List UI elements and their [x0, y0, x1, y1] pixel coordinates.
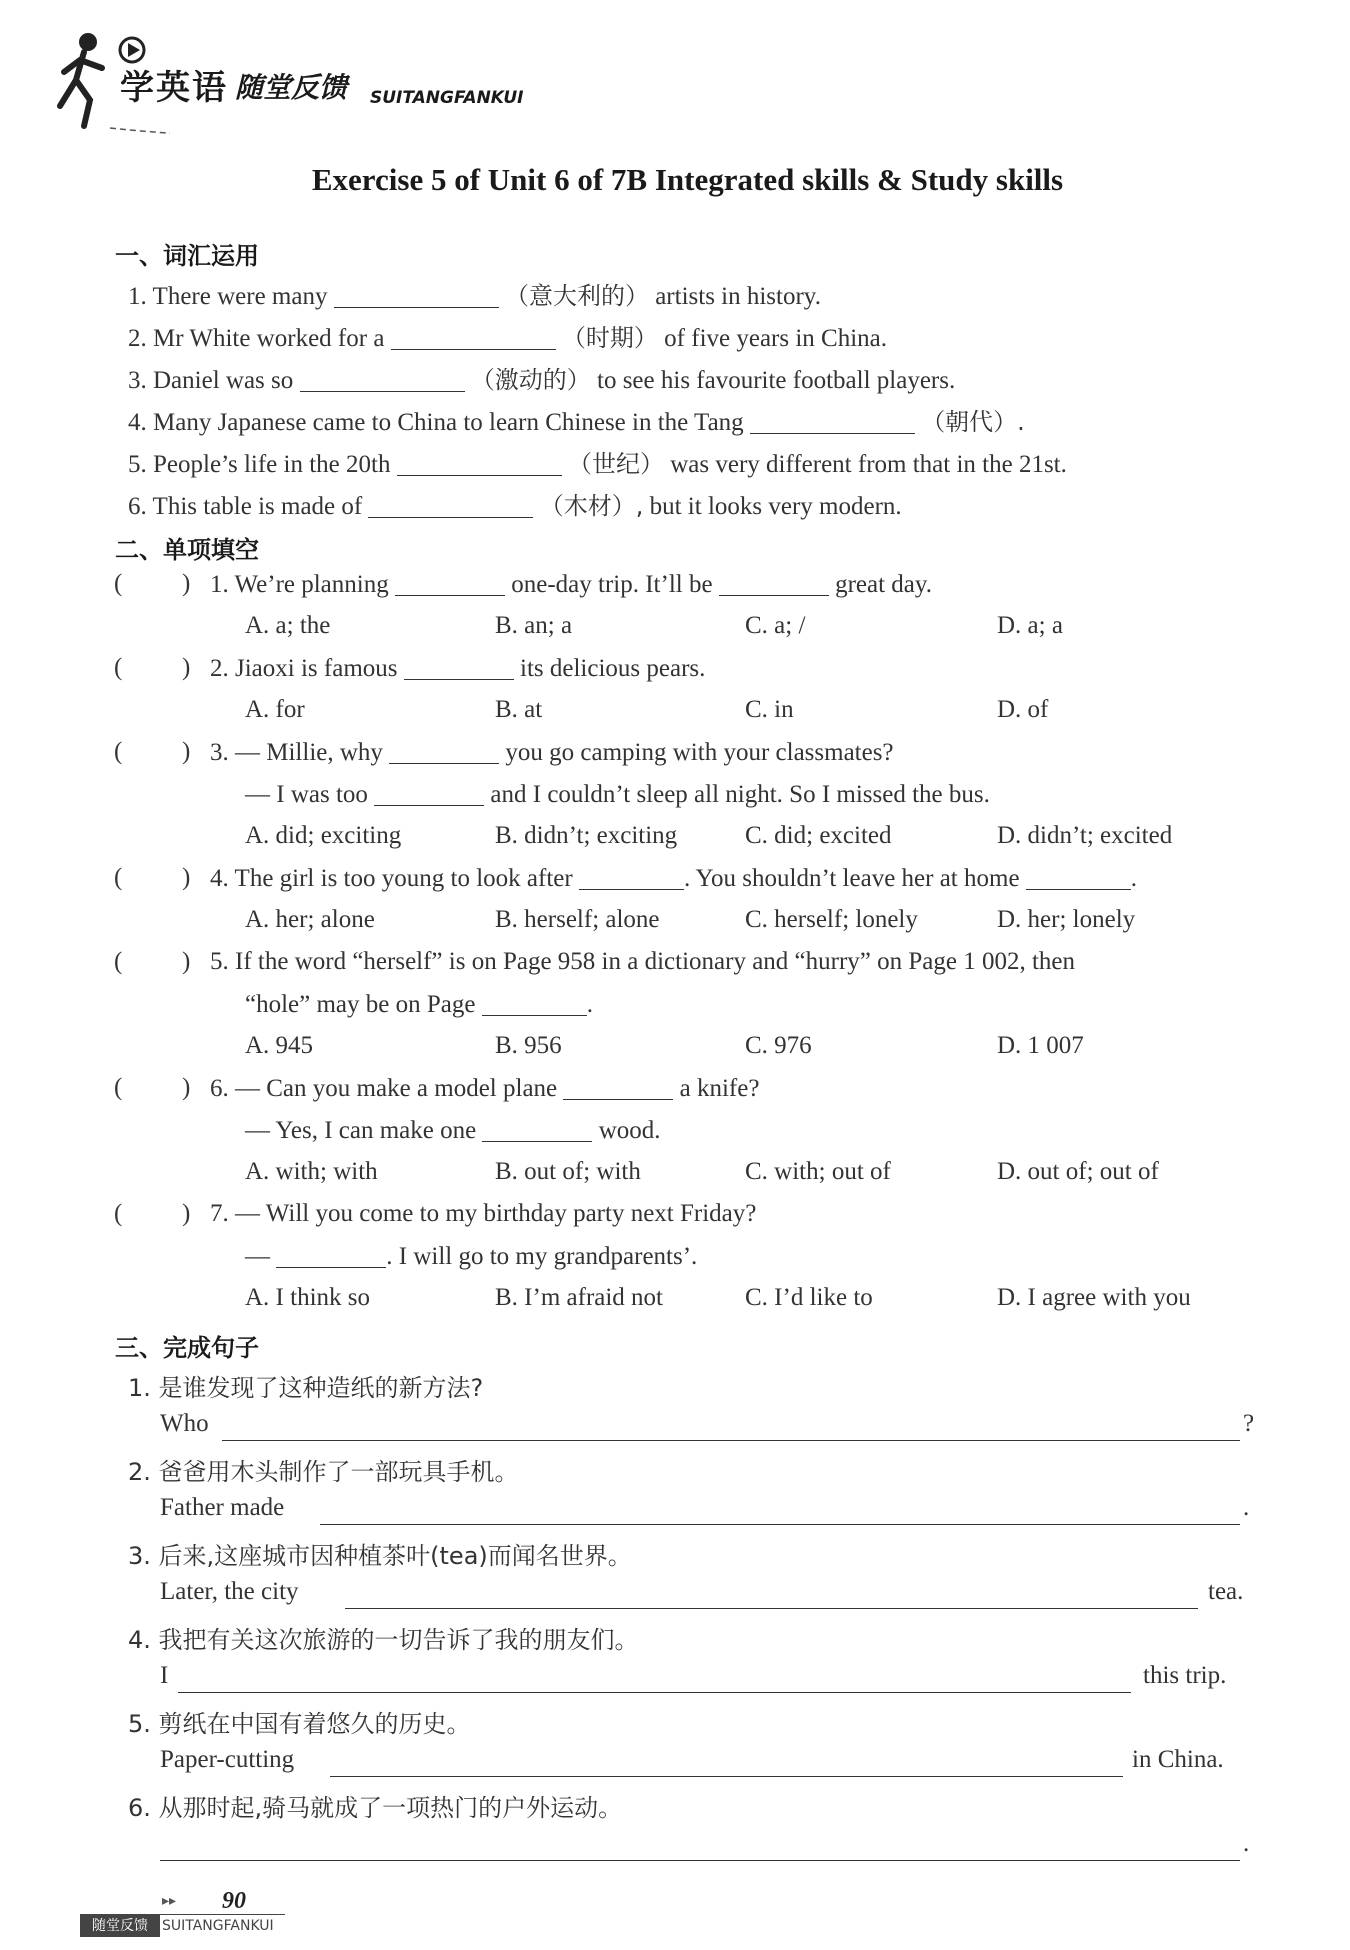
answer-blank[interactable]	[579, 864, 684, 890]
translation-lead-4: I	[160, 1662, 169, 1689]
option-c[interactable]: C. with; out of	[745, 1158, 891, 1185]
option-a[interactable]: A. 945	[245, 1032, 314, 1059]
logo-latin: SUITANGFANKUI	[370, 88, 524, 108]
option-b[interactable]: B. 956	[495, 1032, 562, 1059]
translation-prompt-1: 1. 是谁发现了这种造纸的新方法?	[128, 1374, 484, 1402]
answer-blank[interactable]	[563, 1074, 673, 1100]
answer-line[interactable]	[320, 1524, 1240, 1525]
mc-question-6-reply: — Yes, I can make one wood.	[245, 1117, 661, 1144]
answer-blank[interactable]	[276, 1242, 386, 1268]
translation-lead-5: Paper-cutting	[160, 1746, 295, 1773]
translation-prompt-3: 3. 后来,这座城市因种植茶叶(tea)而闻名世界。	[128, 1542, 632, 1570]
answer-paren-left[interactable]: (	[114, 570, 123, 597]
answer-paren-left[interactable]: (	[114, 948, 123, 975]
answer-blank[interactable]	[397, 450, 562, 476]
answer-paren-left[interactable]: (	[114, 1200, 123, 1227]
option-a[interactable]: A. for	[245, 696, 305, 723]
option-b[interactable]: B. didn’t; exciting	[495, 822, 678, 849]
mc-question-3-reply: — I was too and I couldn’t sleep all night. So I missed the bus.	[245, 781, 990, 808]
mc-question-5: 5. If the word “herself” is on Page 958 in a dictionary and “hurry” on Page 1 002, then	[210, 948, 1076, 975]
option-d[interactable]: D. out of; out of	[997, 1158, 1159, 1185]
option-b[interactable]: B. out of; with	[495, 1158, 641, 1185]
footer-latin: SUITANGFANKUI	[162, 1918, 274, 1934]
footer-badge: 随堂反馈	[80, 1915, 160, 1937]
answer-blank[interactable]	[374, 780, 484, 806]
option-d[interactable]: D. didn’t; excited	[997, 822, 1173, 849]
option-a[interactable]: A. with; with	[245, 1158, 378, 1185]
answer-paren-right: )	[182, 570, 191, 597]
answer-blank[interactable]	[389, 738, 499, 764]
logo-title: 学英语	[120, 68, 228, 108]
vocab-item-5: 5. People’s life in the 20th （世纪） was very different from that in the 21st.	[128, 450, 1067, 478]
mc-question-6: 6. — Can you make a model plane a knife?	[210, 1075, 760, 1102]
answer-blank[interactable]	[391, 324, 556, 350]
answer-blank[interactable]	[750, 408, 915, 434]
option-c[interactable]: C. herself; lonely	[745, 906, 918, 933]
section3-heading: 三、完成句子	[115, 1334, 259, 1362]
answer-blank[interactable]	[300, 366, 465, 392]
translation-tail-4: this trip.	[1143, 1662, 1227, 1689]
option-b[interactable]: B. herself; alone	[495, 906, 660, 933]
translation-prompt-6: 6. 从那时起,骑马就成了一项热门的户外运动。	[128, 1794, 623, 1822]
answer-paren-right: )	[182, 864, 191, 891]
option-b[interactable]: B. an; a	[495, 612, 573, 639]
answer-blank[interactable]	[368, 492, 533, 518]
option-a[interactable]: A. I think so	[245, 1284, 370, 1311]
translation-lead-3: Later, the city	[160, 1578, 299, 1605]
option-c[interactable]: C. in	[745, 696, 794, 723]
vocab-item-4: 4. Many Japanese came to China to learn Chinese in the Tang （朝代）.	[128, 408, 1025, 436]
answer-paren-right: )	[182, 654, 191, 681]
vocab-item-6: 6. This table is made of （木材）, but it looks very modern.	[128, 492, 902, 520]
answer-paren-right: )	[182, 738, 191, 765]
translation-tail-3: tea.	[1208, 1578, 1244, 1605]
vocab-item-2: 2. Mr White worked for a （时期） of five years in China.	[128, 324, 888, 352]
mc-question-4: 4. The girl is too young to look after . You shouldn’t leave her at home .	[210, 865, 1138, 892]
answer-blank[interactable]	[1026, 864, 1131, 890]
answer-line[interactable]	[345, 1608, 1198, 1609]
option-d[interactable]: D. 1 007	[997, 1032, 1084, 1059]
option-d[interactable]: D. her; lonely	[997, 906, 1136, 933]
vocab-item-3: 3. Daniel was so （激动的） to see his favourite football players.	[128, 366, 956, 394]
answer-paren-right: )	[182, 1200, 191, 1227]
answer-blank[interactable]	[395, 570, 505, 596]
logo-subtitle: 随堂反馈	[235, 71, 348, 104]
option-c[interactable]: C. did; excited	[745, 822, 892, 849]
option-b[interactable]: B. at	[495, 696, 543, 723]
option-d[interactable]: D. a; a	[997, 612, 1063, 639]
mc-question-7: 7. — Will you come to my birthday party next Friday?	[210, 1200, 757, 1227]
answer-line[interactable]	[160, 1860, 1240, 1861]
page-number: 90	[222, 1888, 246, 1914]
answer-paren-left[interactable]: (	[114, 654, 123, 681]
translation-prompt-5: 5. 剪纸在中国有着悠久的历史。	[128, 1710, 471, 1738]
answer-paren-left[interactable]: (	[114, 738, 123, 765]
answer-paren-left[interactable]: (	[114, 864, 123, 891]
option-b[interactable]: B. I’m afraid not	[495, 1284, 664, 1311]
option-d[interactable]: D. of	[997, 696, 1049, 723]
answer-paren-right: )	[182, 1074, 191, 1101]
translation-prompt-2: 2. 爸爸用木头制作了一部玩具手机。	[128, 1458, 519, 1486]
option-c[interactable]: C. a; /	[745, 612, 806, 639]
vocab-item-1: 1. There were many （意大利的） artists in history.	[128, 282, 821, 310]
answer-paren-right: )	[182, 948, 191, 975]
translation-lead-1: Who	[160, 1410, 209, 1437]
option-d[interactable]: D. I agree with you	[997, 1284, 1191, 1311]
option-c[interactable]: C. 976	[745, 1032, 812, 1059]
answer-line[interactable]	[222, 1440, 1240, 1441]
translation-tail-1: ?	[1243, 1410, 1255, 1437]
option-a[interactable]: A. did; exciting	[245, 822, 402, 849]
translation-tail-2: .	[1243, 1494, 1250, 1521]
mc-question-7-reply: — . I will go to my grandparents’.	[245, 1243, 698, 1270]
answer-line[interactable]	[330, 1776, 1123, 1777]
answer-blank[interactable]	[482, 990, 587, 1016]
mc-question-3: 3. — Millie, why you go camping with your classmates?	[210, 739, 894, 766]
option-c[interactable]: C. I’d like to	[745, 1284, 873, 1311]
mc-question-5-cont: “hole” may be on Page .	[245, 991, 593, 1018]
page-title: Exercise 5 of Unit 6 of 7B Integrated skills & Study skills	[311, 162, 1064, 197]
translation-lead-2: Father made	[160, 1494, 285, 1521]
mc-question-1: 1. We’re planning one-day trip. It’ll be great day.	[210, 571, 932, 598]
footer-arrows-icon: ▸▸	[162, 1893, 177, 1909]
answer-paren-left[interactable]: (	[114, 1074, 123, 1101]
translation-prompt-4: 4. 我把有关这次旅游的一切告诉了我的朋友们。	[128, 1626, 639, 1654]
option-a[interactable]: A. a; the	[245, 612, 331, 639]
section2-heading: 二、单项填空	[115, 536, 259, 564]
answer-blank[interactable]	[404, 654, 514, 680]
translation-tail-5: in China.	[1132, 1746, 1224, 1773]
translation-tail-6: .	[1243, 1830, 1250, 1857]
section1-heading: 一、词汇运用	[115, 242, 259, 270]
answer-blank[interactable]	[334, 282, 499, 308]
mc-question-2: 2. Jiaoxi is famous its delicious pears.	[210, 655, 706, 682]
option-a[interactable]: A. her; alone	[245, 906, 375, 933]
answer-line[interactable]	[178, 1692, 1131, 1693]
answer-blank[interactable]	[719, 570, 829, 596]
answer-blank[interactable]	[482, 1116, 592, 1142]
